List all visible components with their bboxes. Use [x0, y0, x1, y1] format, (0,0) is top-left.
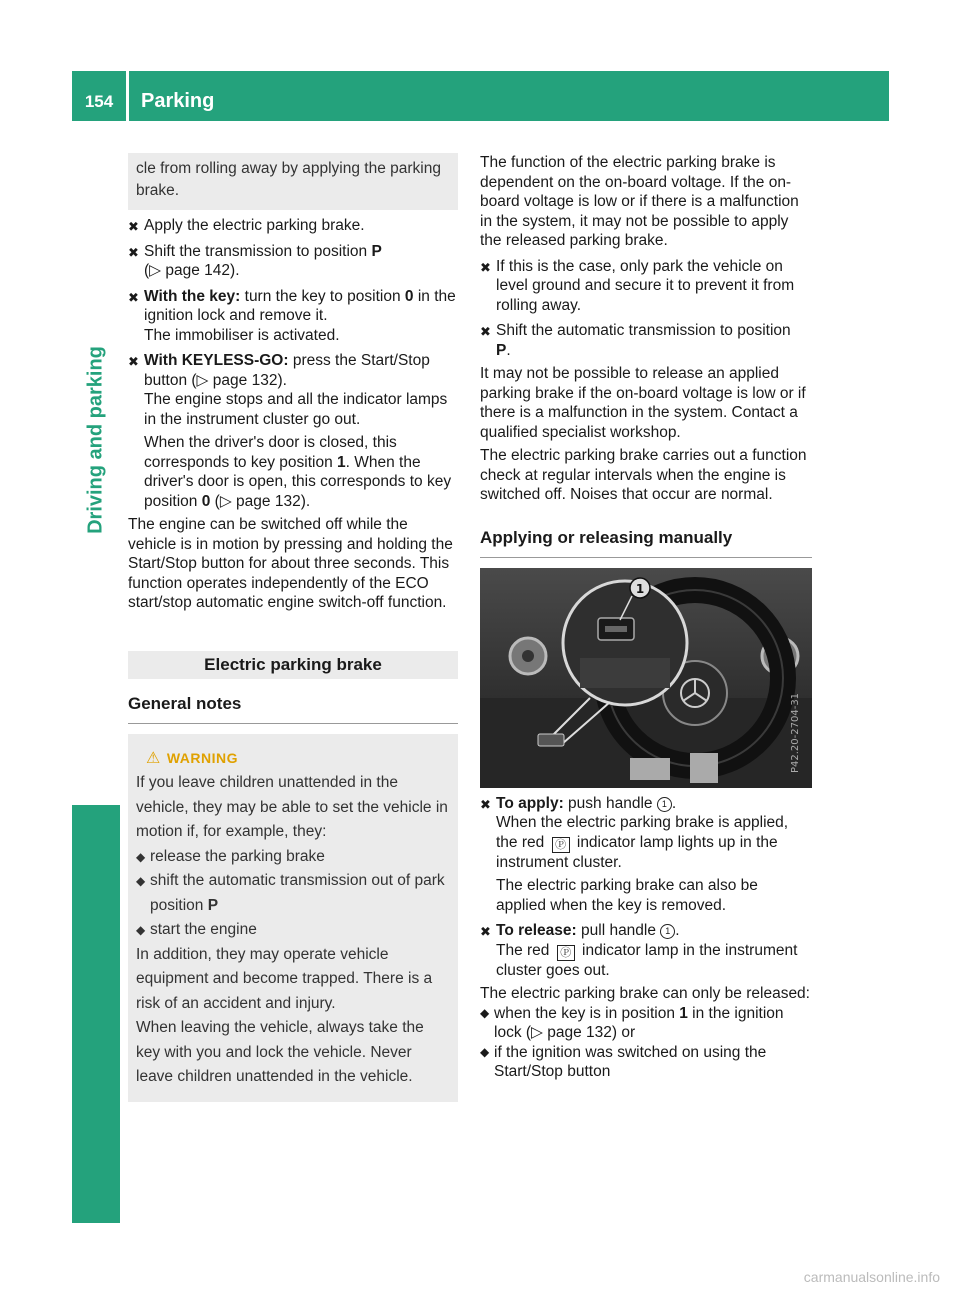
page-number: 154 — [84, 92, 114, 111]
paragraph-function-check: The electric parking brake carries out a function check at regular intervals when the engine is switched off. Noises that occur are normal. — [480, 447, 807, 503]
callout-1-icon: 1 — [657, 797, 672, 812]
intro-box: cle from rolling away by applying the parking brake. — [128, 153, 458, 210]
list-item: ◆ start the engine — [136, 918, 450, 943]
list-item: ◆ when the key is in position 1 in the ignition lock (▷ page 132) or — [480, 1004, 784, 1041]
warning-paragraph-2: In addition, they may operate vehicle equipment and become trapped. There is a risk of an accident and injury. — [136, 945, 433, 1012]
section-side-label: Driving and parking — [84, 346, 107, 534]
warning-box — [128, 734, 458, 1102]
heading-general-notes: General notes — [128, 693, 458, 724]
photo-reference-code: P42.20-2704-31 — [790, 692, 801, 773]
paragraph-release-conditions: The electric parking brake can only be released: — [480, 985, 810, 1002]
step-to-apply: ✖ To apply: push handle 1 . When the electric parking brake is applied, the red Ⓟ indicator lamp lights up in the instrument cluster. The electric parking brake can also be applied when the key is removed. — [480, 794, 789, 914]
side-tab-marker — [72, 805, 120, 1223]
list-item: ◆ if the ignition was switched on using the Start/Stop button — [480, 1043, 767, 1080]
step-keyless-go: ✖ With KEYLESS-GO: press the Start/Stop button (▷ page 132). The engine stops and all the indicator lamps in the instrument cluster go out. When the driver's door is closed, this corresponds to key position 1. When the driver's door is open, this corresponds to key position 0 (▷ page 132). — [128, 352, 452, 510]
step-with-key: ✖ With the key: turn the key to position 0 in the ignition lock and remove it. The immobiliser is activated. — [128, 287, 456, 344]
step-arrow-icon: ✖ — [128, 244, 139, 260]
footer-url: carmanualsonline.info — [803, 1269, 940, 1285]
callout-1-icon: 1 — [660, 924, 675, 939]
right-column — [480, 153, 812, 1082]
paragraph-release-malfunction: It may not be possible to release an applied parking brake if the on-board voltage is low or if there is a malfunction in the system. Contact a qualified specialist workshop. — [480, 365, 806, 441]
heading-applying-releasing: Applying or releasing manually — [480, 527, 812, 558]
page-title: Parking — [141, 90, 215, 112]
parking-brake-lamp-icon: Ⓟ — [552, 837, 570, 853]
step-arrow-icon: ✖ — [480, 796, 491, 812]
step-arrow-icon: ✖ — [480, 924, 491, 939]
cockpit-illustration — [480, 568, 812, 788]
header-divider — [126, 71, 129, 121]
warning-intro: If you leave children unattended in the vehicle, they may be able to set the vehicle in motion if, for example, they: — [136, 774, 448, 840]
bullet-icon: ◆ — [136, 874, 146, 888]
step-shift-transmission: ✖ Shift the transmission to position P (▷ page 142). — [128, 242, 382, 279]
parking-brake-lamp-icon: Ⓟ — [557, 945, 575, 961]
step-shift-automatic: ✖ Shift the automatic transmission to position P. — [480, 322, 791, 359]
step-arrow-icon: ✖ — [480, 259, 491, 275]
bullet-icon: ◆ — [136, 923, 146, 937]
step-apply-brake: ✖ Apply the electric parking brake. — [128, 216, 458, 236]
bullet-icon: ◆ — [136, 849, 146, 864]
step-arrow-icon: ✖ — [128, 219, 139, 234]
photo-callout: 1 — [635, 581, 645, 596]
list-item: ◆ release the parking brake — [136, 845, 450, 870]
list-item: ◆ shift the automatic transmission out of park position P — [136, 869, 450, 918]
warning-triangle-icon: ⚠ — [146, 749, 161, 767]
paragraph-voltage: The function of the electric parking brake is dependent on the on-board voltage. If the on-board voltage is low or if there is a malfunction in the system, it may not be possible to apply the released parking brake. — [480, 154, 799, 249]
bullet-icon: ◆ — [480, 1005, 490, 1020]
warning-paragraph-3: When leaving the vehicle, always take the key with you and lock the vehicle. Never leave children unattended in the vehicle. — [136, 1019, 424, 1085]
step-to-release: ✖ To release: pull handle 1 . The red Ⓟ indicator lamp in the instrument cluster goes out. — [480, 922, 798, 979]
step-park-level-ground: ✖ If this is the case, only park the vehicle on level ground and secure it to prevent it from rolling away. — [480, 257, 795, 314]
heading-electric-parking-brake: Electric parking brake — [128, 651, 458, 679]
left-column — [128, 153, 458, 1102]
warning-heading: ⚠ WARNING — [146, 749, 239, 767]
step-arrow-icon: ✖ — [480, 324, 491, 339]
step-arrow-icon: ✖ — [128, 354, 139, 369]
cockpit-photo — [480, 568, 812, 788]
bullet-icon: ◆ — [480, 1044, 490, 1059]
paragraph-engine-switch-off: The engine can be switched off while the vehicle is in motion by pressing and holding the Start/Stop button for about three seconds. This function operates independently of the ECO start/stop automatic engine switch-off function. — [128, 516, 453, 611]
step-arrow-icon: ✖ — [128, 289, 139, 305]
